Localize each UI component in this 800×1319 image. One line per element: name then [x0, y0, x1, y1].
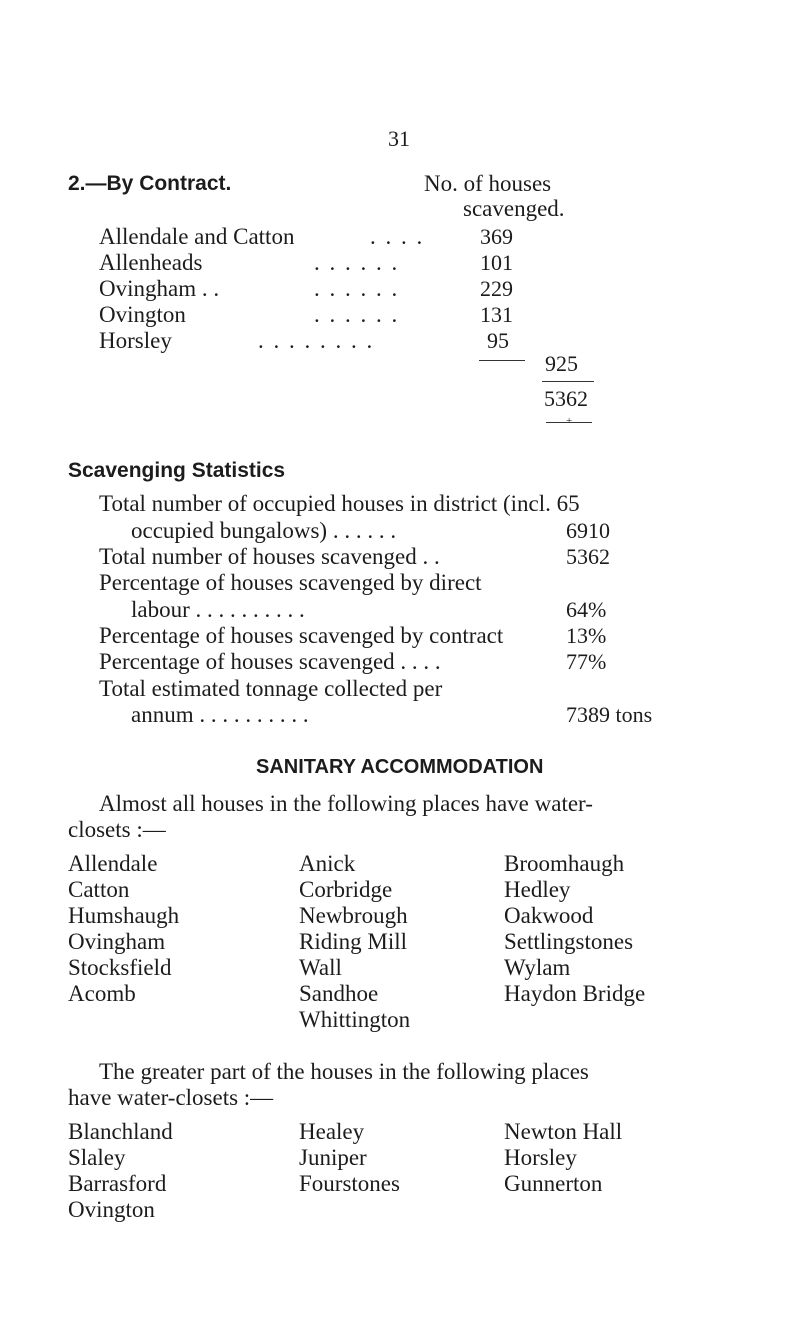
contract-row-name: Ovington	[99, 302, 186, 327]
statistics-heading: Scavenging Statistics	[68, 459, 286, 482]
place-item: Slaley	[68, 1145, 126, 1170]
place-item: Haydon Bridge	[504, 981, 646, 1006]
place-item: Juniper	[299, 1145, 367, 1170]
place-item: Ovingham	[68, 929, 166, 954]
contract-row-value: 369	[480, 224, 513, 249]
contract-row-name: Ovingham . .	[99, 276, 220, 301]
place-item: Gunnerton	[504, 1171, 603, 1196]
place-item: Stocksfield	[68, 955, 172, 980]
contract-row-value: 95	[487, 328, 509, 353]
place-item: Newbrough	[299, 903, 408, 928]
total-rule	[542, 381, 594, 382]
statistics-value: 64%	[566, 597, 607, 622]
contract-row-name: Allendale and Catton	[99, 224, 295, 249]
sanitary-intro-line1: Almost all houses in the following places have water-	[99, 791, 593, 816]
contract-row-value: 229	[480, 276, 513, 301]
place-item: Acomb	[68, 981, 136, 1006]
sanitary-intro-line2: closets :—	[68, 817, 166, 842]
place-item: Hedley	[504, 877, 571, 902]
statistics-line: Percentage of houses scavenged . . . .	[99, 649, 441, 674]
contract-row-leaders: . . . . . .	[314, 276, 400, 301]
place-item: Sandhoe	[299, 981, 379, 1006]
statistics-value: 7389 tons	[566, 702, 653, 727]
statistics-line: Percentage of houses scavenged by direct	[99, 570, 482, 595]
contract-row-name: Horsley	[99, 328, 172, 353]
subtotal-rule	[479, 360, 525, 361]
contract-row-leaders: . . . . . .	[314, 302, 400, 327]
statistics-line: Total number of houses scavenged . .	[99, 544, 440, 569]
place-item: Blanchland	[68, 1119, 173, 1144]
statistics-line: Percentage of houses scavenged by contract	[99, 623, 504, 648]
contract-subtotal: 925	[545, 351, 578, 376]
contract-row-leaders: . . . . . .	[314, 250, 400, 275]
contract-row-leaders: . . . . . . . .	[258, 328, 375, 353]
sanitary-heading: SANITARY ACCOMMODATION	[256, 756, 544, 778]
statistics-line: annum . . . . . . . . . .	[131, 702, 309, 727]
contract-heading: 2.—By Contract.	[68, 172, 232, 195]
statistics-line: Total number of occupied houses in district (incl. 65	[99, 491, 580, 516]
page-number: 31	[388, 126, 410, 151]
place-item: Wylam	[504, 955, 571, 980]
place-item: Whittington	[299, 1007, 411, 1032]
statistics-line: occupied bungalows) . . . . . .	[131, 518, 397, 543]
place-item: Wall	[299, 955, 342, 980]
greater-line1: The greater part of the houses in the following places	[99, 1059, 589, 1084]
place-item: Catton	[68, 877, 130, 902]
place-item: Anick	[299, 851, 356, 876]
contract-row-leaders: . . . .	[370, 224, 425, 249]
place-item: Barrasford	[68, 1171, 167, 1196]
statistics-value: 6910	[566, 518, 610, 543]
place-item: Allendale	[68, 851, 158, 876]
place-item: Humshaugh	[68, 903, 180, 928]
place-item: Broomhaugh	[504, 851, 625, 876]
statistics-value: 13%	[566, 623, 607, 648]
place-item: Horsley	[504, 1145, 577, 1170]
column-header-line1: No. of houses	[424, 171, 552, 196]
statistics-line: labour . . . . . . . . . .	[131, 597, 305, 622]
place-item: Newton Hall	[504, 1119, 623, 1144]
greater-line2: have water-closets :—	[68, 1085, 274, 1110]
contract-row-value: 101	[480, 250, 513, 275]
statistics-value: 77%	[566, 649, 607, 674]
place-item: Settlingstones	[504, 929, 634, 954]
place-item: Oakwood	[504, 903, 594, 928]
place-item: Ovington	[68, 1197, 155, 1222]
statistics-value: 5362	[566, 544, 610, 569]
statistics-line: Total estimated tonnage collected per	[99, 676, 443, 701]
end-rule-tick: +	[566, 415, 573, 427]
contract-row-name: Allenheads	[99, 250, 203, 275]
contract-row-value: 131	[480, 302, 513, 327]
place-item: Corbridge	[299, 877, 393, 902]
place-item: Healey	[299, 1119, 365, 1144]
contract-total: 5362	[544, 386, 588, 411]
place-item: Riding Mill	[299, 929, 407, 954]
column-header-line2: scavenged.	[463, 196, 565, 221]
place-item: Fourstones	[299, 1171, 400, 1196]
